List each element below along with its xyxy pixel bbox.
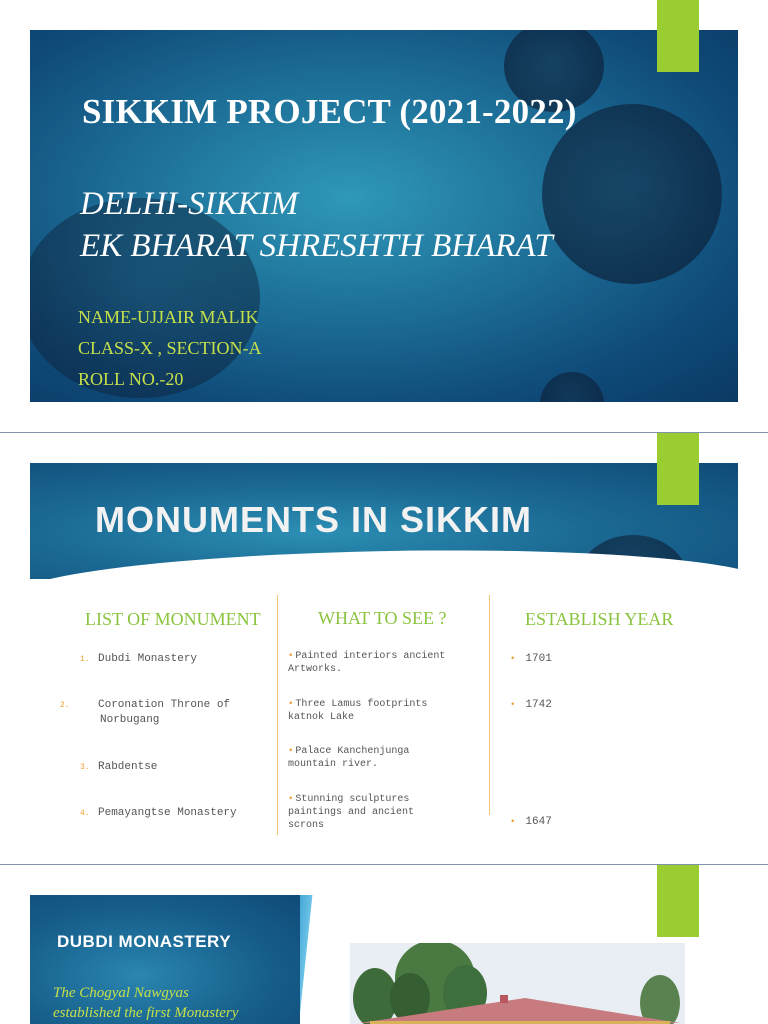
monument-item <box>80 760 270 775</box>
bullet: • <box>510 700 516 710</box>
monuments-title: MONUMENTS IN SIKKIM <box>95 499 532 540</box>
what-to-see-item <box>288 650 473 676</box>
column-header-year: ESTABLISH YEAR <box>525 609 674 629</box>
list-number: 3. <box>80 763 90 772</box>
year-item <box>510 652 552 666</box>
bullet: • <box>510 817 516 827</box>
what-to-see-item <box>288 745 438 771</box>
bullet: • <box>288 651 294 661</box>
what-to-see-text: Three Lamus footprints katnok Lake <box>288 699 428 723</box>
monument-item <box>80 652 270 667</box>
dubdi-title: DUBDI MONASTERY <box>57 932 232 951</box>
accent-tab <box>657 433 699 505</box>
column-header-what-to-see: WHAT TO SEE ? <box>318 608 447 628</box>
student-class: CLASS-X , SECTION-A <box>78 338 262 358</box>
monastery-illustration <box>350 943 685 1024</box>
dubdi-text-line-1: The Chogyal Nawgyas <box>53 985 189 1001</box>
monument-name: Dubdi Monastery <box>98 653 198 665</box>
list-number: 2. <box>60 701 70 710</box>
year-value: 1701 <box>525 653 552 665</box>
student-name: NAME-UJJAIR MALIK <box>78 307 259 327</box>
what-to-see-item <box>288 793 448 832</box>
what-to-see-item <box>288 698 458 724</box>
bullet: • <box>510 654 516 664</box>
bullet: • <box>288 699 294 709</box>
monument-item <box>60 698 290 727</box>
project-title: SIKKIM PROJECT (2021-2022) <box>82 92 577 131</box>
year-value: 1647 <box>525 816 552 828</box>
dubdi-text-line-2: established the first Monastery <box>53 1005 239 1021</box>
what-to-see-text: Painted interiors ancient Artworks. <box>288 651 446 675</box>
accent-tab <box>657 865 699 937</box>
subtitle-line-1: DELHI-SIKKIM <box>80 186 299 222</box>
year-value: 1742 <box>525 699 552 711</box>
year-item <box>510 815 552 829</box>
monument-name: Rabdentse <box>98 761 158 773</box>
what-to-see-text: Stunning sculptures paintings and ancient scrons <box>288 794 415 831</box>
slide-title <box>0 0 768 432</box>
monument-item <box>80 806 270 821</box>
bullet: • <box>288 746 294 756</box>
list-number: 4. <box>80 809 90 818</box>
monastery-photo <box>350 943 685 1024</box>
slide-monuments <box>0 433 768 864</box>
what-to-see-text: Palace Kanchenjunga mountain river. <box>288 746 410 770</box>
student-roll: ROLL NO.-20 <box>78 369 184 389</box>
column-divider <box>489 595 490 815</box>
column-header-monument: LIST OF MONUMENT <box>85 609 261 629</box>
monument-name: Pemayangtse Monastery <box>98 807 237 819</box>
year-item <box>510 698 552 712</box>
subtitle-line-2: EK BHARAT SHRESHTH BHARAT <box>80 228 553 264</box>
list-number: 1. <box>80 655 90 664</box>
decor-bubble <box>540 372 604 402</box>
slide-dubdi <box>0 865 768 1024</box>
accent-tab <box>657 0 699 72</box>
bullet: • <box>288 794 294 804</box>
monument-name: Coronation Throne of Norbugang <box>98 699 231 726</box>
